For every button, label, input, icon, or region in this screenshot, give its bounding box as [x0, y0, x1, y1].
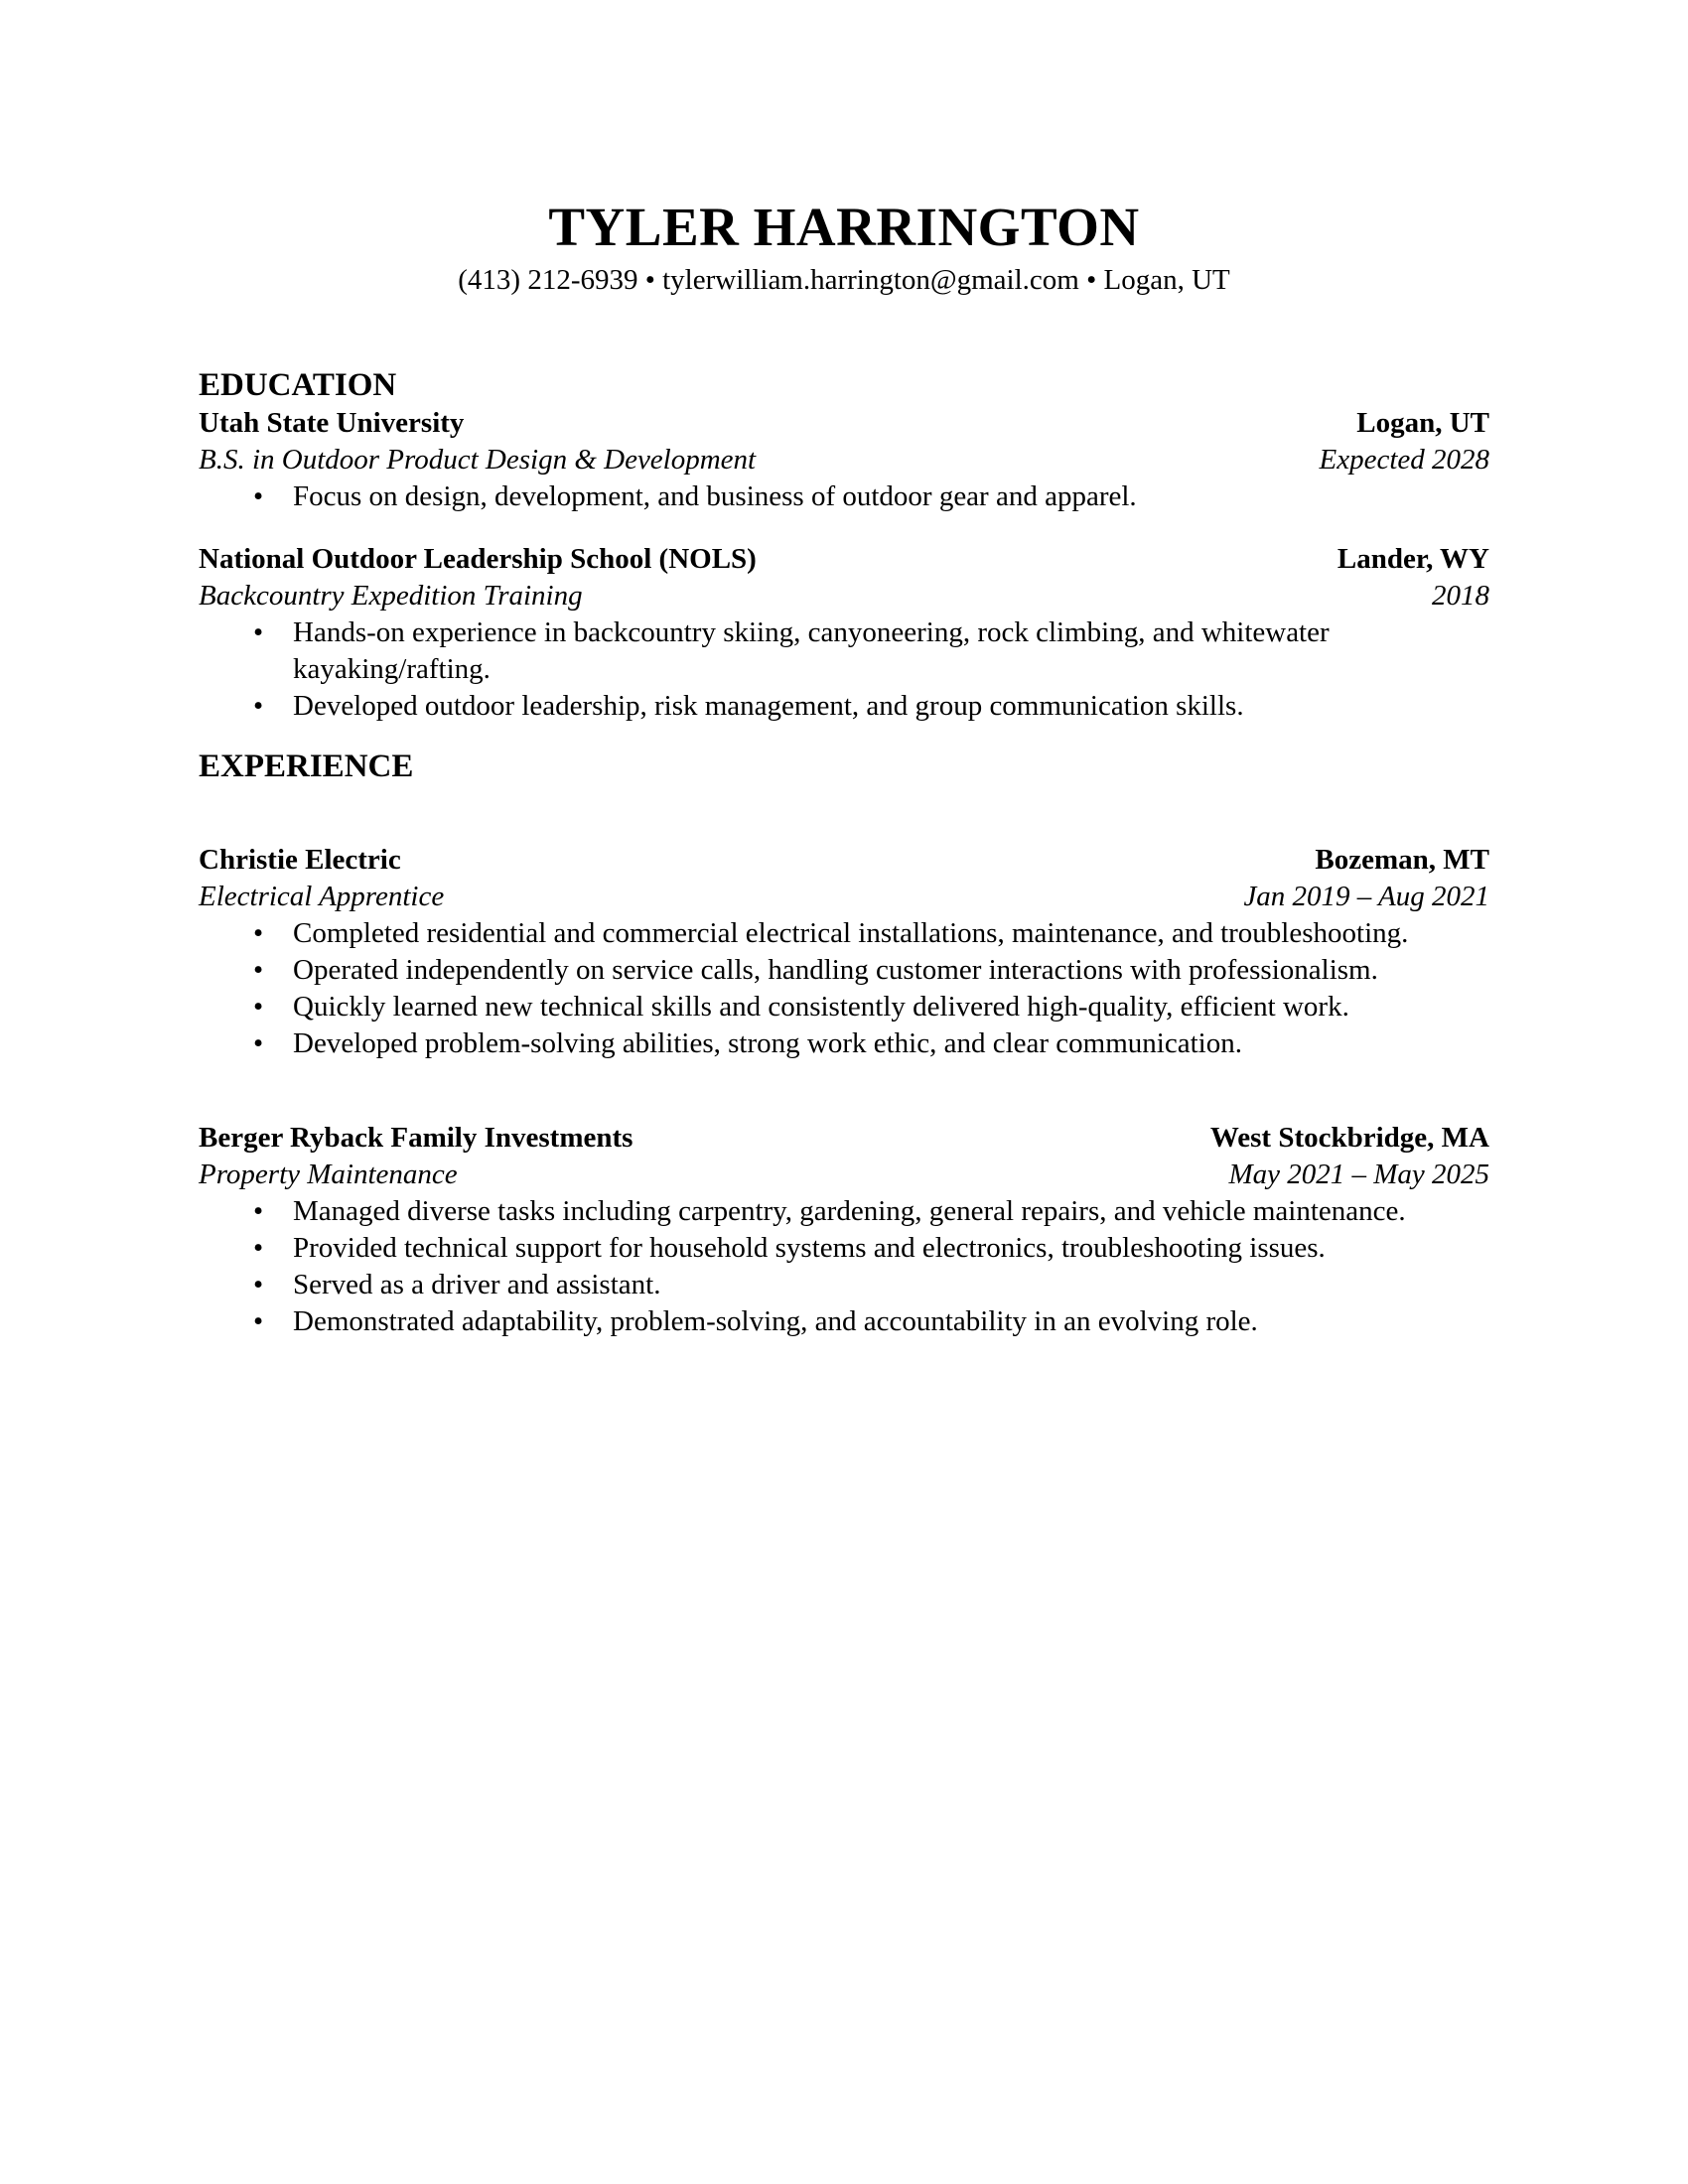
bullet-text: Focus on design, development, and business of outdoor gear and apparel. [293, 480, 1137, 512]
education-heading: EDUCATION [199, 367, 397, 403]
experience-entry-berger [199, 1120, 1489, 1340]
entry-dates: 2018 [1432, 580, 1489, 612]
entry-subtitle-row [199, 1157, 1489, 1193]
entry-subtitle-row [199, 879, 1489, 915]
bullet-text: Developed problem-solving abilities, strong work ethic, and clear communication. [293, 1027, 1242, 1059]
degree-title: B.S. in Outdoor Product Design & Development [199, 444, 757, 476]
bullet-text: Quickly learned new technical skills and consistently delivered high-quality, efficient work. [293, 991, 1349, 1023]
bullet-icon: • [253, 954, 264, 986]
person-name: TYLER HARRINGTON [548, 197, 1140, 257]
bullet-icon: • [253, 480, 264, 512]
bullet-item [199, 915, 1489, 952]
entry-title-row [199, 1120, 1489, 1157]
entry-dates: May 2021 – May 2025 [1228, 1159, 1489, 1190]
bullet-list [199, 614, 1489, 725]
resume-header [199, 195, 1489, 299]
entry-title-row [199, 405, 1489, 442]
entry-dates: Jan 2019 – Aug 2021 [1243, 881, 1489, 912]
bullet-icon: • [253, 1305, 264, 1337]
org-location: Lander, WY [1336, 543, 1489, 575]
entry-title-row [199, 842, 1489, 879]
bullet-item [199, 1230, 1489, 1267]
bullet-icon: • [253, 1195, 264, 1227]
education-section [199, 365, 1489, 725]
bullet-text: Completed residential and commercial electrical installations, maintenance, and troubleshooting. [293, 917, 1409, 949]
bullet-text: Hands-on experience in backcountry skiing, canyoneering, rock climbing, and whitewater kayaking/rafting. [293, 616, 1330, 685]
job-title: Property Maintenance [199, 1159, 458, 1190]
bullet-item [199, 688, 1489, 725]
bullet-icon: • [253, 1027, 264, 1059]
education-entry-nols [199, 541, 1489, 725]
bullet-text: Developed outdoor leadership, risk management, and group communication skills. [293, 690, 1244, 722]
bullet-item [199, 478, 1489, 515]
bullet-icon: • [253, 1269, 264, 1300]
experience-section [199, 747, 1489, 1340]
bullet-item [199, 1267, 1489, 1303]
company-location: Bozeman, MT [1315, 844, 1489, 876]
bullet-icon: • [253, 616, 264, 648]
company-name: Christie Electric [199, 844, 401, 876]
program-title: Backcountry Expedition Training [199, 580, 583, 612]
org-name: Utah State University [199, 407, 465, 439]
bullet-item [199, 1303, 1489, 1340]
entry-title-row [199, 541, 1489, 578]
bullet-text: Managed diverse tasks including carpentry, gardening, general repairs, and vehicle maintenance. [293, 1195, 1406, 1227]
contact-line: (413) 212-6939 • tylerwilliam.harrington@gmail.com • Logan, UT [458, 264, 1230, 296]
bullet-icon: • [253, 1232, 264, 1264]
bullet-item [199, 1025, 1489, 1062]
org-name: National Outdoor Leadership School (NOLS) [199, 543, 757, 575]
company-location: West Stockbridge, MA [1209, 1122, 1489, 1154]
bullet-list [199, 1193, 1489, 1340]
bullet-text: Served as a driver and assistant. [293, 1269, 661, 1300]
entry-subtitle-row [199, 442, 1489, 478]
bullet-icon: • [253, 991, 264, 1023]
bullet-list [199, 478, 1489, 515]
bullet-text: Demonstrated adaptability, problem-solving, and accountability in an evolving role. [293, 1305, 1258, 1337]
entry-subtitle-row [199, 578, 1489, 614]
org-location: Logan, UT [1356, 407, 1489, 439]
bullet-icon: • [253, 917, 264, 949]
company-name: Berger Ryback Family Investments [199, 1122, 633, 1154]
bullet-icon: • [253, 690, 264, 722]
education-entry-usu [199, 405, 1489, 515]
experience-heading: EXPERIENCE [199, 749, 414, 784]
bullet-item [199, 614, 1489, 688]
experience-entry-christie [199, 842, 1489, 1062]
bullet-item [199, 1193, 1489, 1230]
bullet-item [199, 952, 1489, 989]
entry-dates: Expected 2028 [1319, 444, 1489, 476]
bullet-item [199, 989, 1489, 1025]
job-title: Electrical Apprentice [199, 881, 445, 912]
bullet-text: Operated independently on service calls, handling customer interactions with professionalism. [293, 954, 1378, 986]
bullet-text: Provided technical support for household systems and electronics, troubleshooting issues. [293, 1232, 1326, 1264]
bullet-list [199, 915, 1489, 1062]
